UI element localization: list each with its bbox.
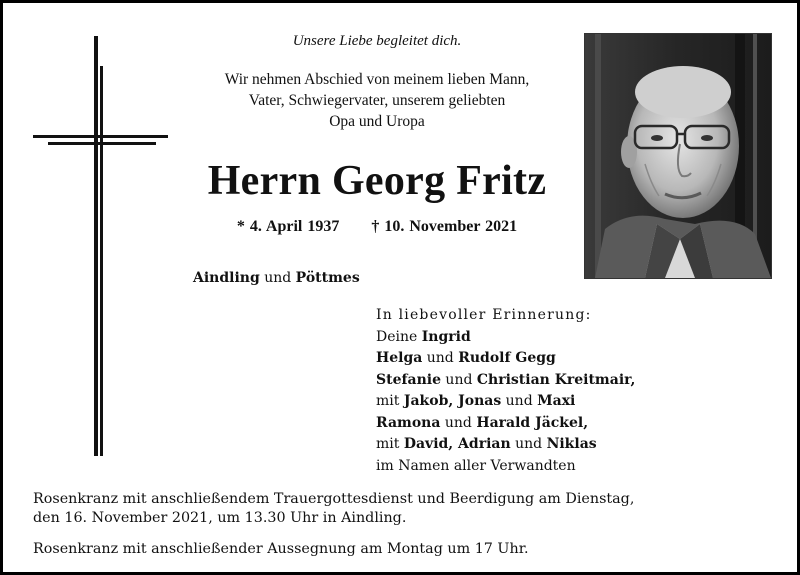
portrait-photo-image [585,34,771,278]
mourner-connector: und [440,414,477,431]
mourner-name: Ramona [376,414,441,431]
mourner-name: Ingrid [421,328,471,345]
place-poettmes: Pöttmes [295,270,360,286]
cross-icon-bar [33,135,168,138]
places-connector: und [259,270,296,286]
mourner-connector: und [440,371,477,388]
cross-icon [94,36,98,456]
mourner-name: Niklas [546,436,597,452]
service-line: Rosenkranz mit anschließender Aussegnung am Montag um 17 Uhr. [33,541,529,557]
service-line: Rosenkranz mit anschließendem Trauergottesdienst und Beerdigung am Dienstag, [33,491,635,507]
mourner-line [376,370,635,392]
service-info [33,490,634,559]
intro-text [187,69,567,132]
cross-icon-shadow-vertical [100,66,103,456]
service-line: den 16. November 2021, um 13.30 Uhr in Aindling. [33,510,407,526]
mourner-closing: im Namen aller Verwandten [376,457,576,474]
mourner-line [376,434,635,456]
mourner-connector: und [501,393,538,409]
death-date: † 10. November 2021 [371,218,518,235]
mourner-name: Jakob, Jonas [403,393,502,409]
portrait-photo [584,33,772,279]
mourner-name: Harald Jäckel [476,414,584,431]
motto: Unsere Liebe begleitet dich. [292,33,462,49]
mourner-line [376,391,635,413]
mourner-name: Maxi [537,393,576,409]
signoff-heading: In liebevoller Erinnerung: [376,307,592,323]
mourner-line [376,327,635,349]
mourner-name: Rudolf Gegg [458,350,556,366]
mourner-connector: und [510,436,547,452]
mourner-name: Helga [376,350,423,366]
places [193,270,360,286]
cross-icon-shadow-bar [48,142,156,145]
intro-line: Opa und Uropa [329,113,425,130]
mourner-connector: und [422,350,459,366]
mourner-name: Christian Kreitmair [476,371,631,388]
intro-line: Vater, Schwiegervater, unserem geliebten [248,92,506,109]
mourners-list [376,305,635,477]
birth-date: * 4. April 1937 [236,218,340,235]
intro-line: Wir nehmen Abschied von meinem lieben Mann, [224,71,530,88]
mourner-punct: , [583,414,589,431]
mourner-line [376,413,635,435]
mourner-line [376,348,635,370]
mourner-prefix: mit [376,436,404,452]
mourner-prefix: mit [376,393,404,409]
mourner-name: Stefanie [376,371,441,388]
deceased-name: Herrn Georg Fritz [207,158,547,204]
mourner-prefix: Deine [376,328,422,345]
mourner-name: David, Adrian [403,436,511,452]
mourner-punct: , [630,371,636,388]
place-aindling: Aindling [193,270,260,286]
life-dates [187,218,567,236]
